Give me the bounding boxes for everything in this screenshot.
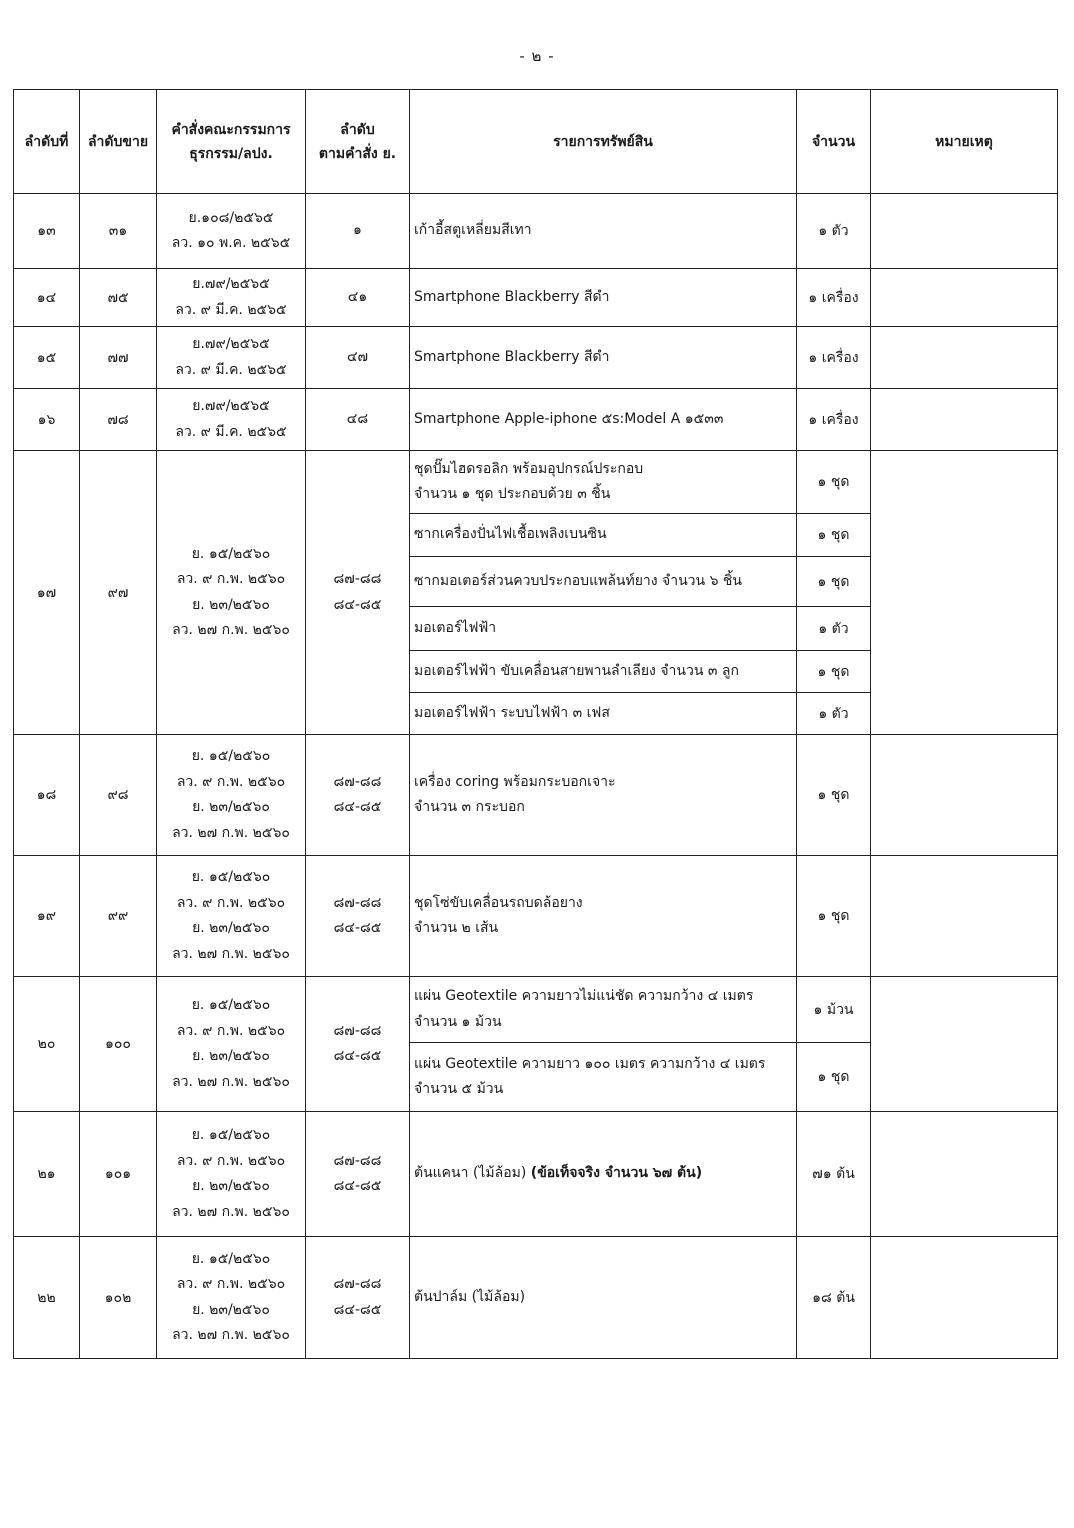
cell-remark <box>871 389 1058 451</box>
cell-item <box>410 651 797 693</box>
cell-seq: ๑๗ <box>14 451 80 735</box>
order-line: ลว. ๙ ก.พ. ๒๕๖๐ <box>176 773 286 790</box>
order-seq-line: ๘๔-๘๕ <box>333 799 382 815</box>
cell-item <box>410 514 797 557</box>
order-line: ลว. ๒๗ ก.พ. ๒๕๖๐ <box>172 1073 290 1090</box>
header-remark: หมายเหตุ <box>871 90 1058 194</box>
cell-item <box>410 607 797 651</box>
order-seq-line: ๘๔-๘๕ <box>333 1178 382 1194</box>
cell-order-seq <box>306 735 410 856</box>
cell-item <box>410 735 797 856</box>
table-row <box>14 735 1058 856</box>
cell-item <box>410 977 797 1043</box>
item-line: Smartphone Blackberry สีดำ <box>414 348 610 365</box>
order-line: ลว. ๒๗ ก.พ. ๒๕๖๐ <box>172 824 290 841</box>
cell-order <box>157 977 306 1112</box>
cell-item <box>410 1043 797 1112</box>
order-line: ลว. ๒๗ ก.พ. ๒๕๖๐ <box>172 1327 290 1343</box>
cell-item <box>410 1237 797 1359</box>
header-order-line: ธุรกรรม/ลปง. <box>189 145 273 162</box>
cell-qty: ๗๑ ต้น <box>797 1112 871 1237</box>
item-line: จำนวน ๑ ชุด ประกอบด้วย ๓ ชิ้น <box>414 486 611 502</box>
item-line: แผ่น Geotextile ความยาวไม่แน่ชัด ความกว้าง ๔ เมตร <box>414 988 754 1004</box>
order-line: ย.๗๙/๒๕๖๕ <box>192 398 270 414</box>
order-line: ย.๗๙/๒๕๖๕ <box>192 336 270 352</box>
cell-seq: ๒๐ <box>14 977 80 1112</box>
header-order-seq <box>306 90 410 194</box>
cell-qty: ๑ ตัว <box>797 607 871 651</box>
cell-sale-seq: ๓๑ <box>80 194 157 269</box>
order-line: ลว. ๙ ก.พ. ๒๕๖๐ <box>176 1152 286 1169</box>
cell-order-seq <box>306 451 410 735</box>
table-row <box>14 194 1058 269</box>
order-seq-line: ๔๘ <box>346 410 369 427</box>
cell-order <box>157 194 306 269</box>
table-row <box>14 451 1058 514</box>
cell-qty: ๑ ชุด <box>797 651 871 693</box>
asset-table <box>13 89 1058 1359</box>
order-line: ย. ๒๓/๒๕๖๐ <box>192 1301 270 1318</box>
cell-item <box>410 451 797 514</box>
order-seq-line: ๔๗ <box>346 348 369 365</box>
cell-item <box>410 856 797 977</box>
header-item: รายการทรัพย์สิน <box>410 90 797 194</box>
order-seq-line: ๘๗-๘๘ <box>333 894 382 911</box>
order-seq-line: ๘๔-๘๕ <box>333 596 382 613</box>
item-note: (ข้อเท็จจริง จำนวน ๖๗ ต้น) <box>530 1165 703 1182</box>
order-seq-line: ๘๔-๘๕ <box>333 920 382 936</box>
item-line: ชุดโซ่ขับเคลื่อนรถบดล้อยาง <box>414 894 583 911</box>
item-line: Smartphone Blackberry สีดำ <box>414 288 610 305</box>
cell-remark <box>871 1237 1058 1359</box>
table-body <box>14 194 1058 1359</box>
order-line: ลว. ๙ มี.ค. ๒๕๖๕ <box>175 301 287 318</box>
cell-order-seq <box>306 389 410 451</box>
cell-sale-seq: ๑๐๒ <box>80 1237 157 1359</box>
order-line: ย. ๑๕/๒๕๖๐ <box>191 869 271 885</box>
cell-item <box>410 389 797 451</box>
order-seq-line: ๘๗-๘๘ <box>333 1276 382 1292</box>
cell-qty: ๑ ชุด <box>797 735 871 856</box>
order-line: ย. ๑๕/๒๕๖๐ <box>191 1127 271 1143</box>
cell-item <box>410 269 797 327</box>
cell-qty: ๑ เครื่อง <box>797 327 871 389</box>
cell-qty: ๑ ชุด <box>797 451 871 514</box>
cell-sale-seq: ๗๕ <box>80 269 157 327</box>
table-row <box>14 977 1058 1043</box>
order-line: ลว. ๙ ก.พ. ๒๕๖๐ <box>176 1022 286 1039</box>
cell-remark <box>871 1112 1058 1237</box>
cell-sale-seq: ๗๗ <box>80 327 157 389</box>
cell-remark <box>871 977 1058 1112</box>
item-line: จำนวน ๓ กระบอก <box>414 799 525 815</box>
item-line: เครื่อง coring พร้อมกระบอกเจาะ <box>414 773 616 790</box>
item-line: มอเตอร์ไฟฟ้า ระบบไฟฟ้า ๓ เฟส <box>414 704 610 721</box>
header-seq: ลำดับที่ <box>14 90 80 194</box>
cell-sale-seq: ๙๘ <box>80 735 157 856</box>
item-line: จำนวน ๕ ม้วน <box>414 1081 504 1097</box>
cell-item <box>410 194 797 269</box>
item-line: แผ่น Geotextile ความยาว ๑๐๐ เมตร ความกว้าง ๔ เมตร <box>414 1055 766 1072</box>
order-line: ลว. ๙ ก.พ. ๒๕๖๐ <box>176 571 286 587</box>
cell-qty: ๑๘ ต้น <box>797 1237 871 1359</box>
cell-remark <box>871 269 1058 327</box>
cell-qty: ๑ ตัว <box>797 693 871 735</box>
cell-order <box>157 1112 306 1237</box>
cell-qty: ๑ ชุด <box>797 856 871 977</box>
cell-qty: ๑ ชุด <box>797 557 871 607</box>
cell-seq: ๑๘ <box>14 735 80 856</box>
order-line: ลว. ๒๗ ก.พ. ๒๕๖๐ <box>172 1203 290 1220</box>
header-order <box>157 90 306 194</box>
cell-order <box>157 269 306 327</box>
cell-item <box>410 327 797 389</box>
cell-order-seq <box>306 327 410 389</box>
order-line: ย. ๒๓/๒๕๖๐ <box>192 1178 270 1194</box>
table-row <box>14 1112 1058 1237</box>
cell-seq: ๑๔ <box>14 269 80 327</box>
order-line: ย.๗๙/๒๕๖๕ <box>192 276 270 292</box>
cell-remark <box>871 194 1058 269</box>
cell-order-seq <box>306 1237 410 1359</box>
order-seq-line: ๘๔-๘๕ <box>333 1048 382 1064</box>
order-line: ย. ๑๕/๒๕๖๐ <box>191 997 271 1013</box>
cell-remark <box>871 735 1058 856</box>
cell-seq: ๑๙ <box>14 856 80 977</box>
cell-seq: ๑๖ <box>14 389 80 451</box>
item-line: ชุดปั๊มไฮดรอลิก พร้อมอุปกรณ์ประกอบ <box>414 460 644 477</box>
cell-sale-seq: ๙๙ <box>80 856 157 977</box>
item-line: Smartphone Apple-iphone ๕s:Model A ๑๕๓๓ <box>414 410 724 427</box>
cell-item <box>410 557 797 607</box>
table-row <box>14 269 1058 327</box>
header-order-seq-line: ตามคำสั่ง ย. <box>318 145 397 162</box>
cell-order-seq <box>306 977 410 1112</box>
order-line: ย. ๒๓/๒๕๖๐ <box>192 1048 270 1064</box>
cell-sale-seq: ๑๐๑ <box>80 1112 157 1237</box>
order-seq-line: ๘๗-๘๘ <box>333 773 382 790</box>
cell-order-seq <box>306 194 410 269</box>
header-order-seq-line: ลำดับ <box>340 121 375 138</box>
order-line: ลว. ๙ มี.ค. ๒๕๖๕ <box>175 423 287 440</box>
cell-qty: ๑ ชุด <box>797 1043 871 1112</box>
cell-remark <box>871 856 1058 977</box>
header-row <box>14 90 1058 194</box>
item-text: ต้นแคนา (ไม้ล้อม) <box>414 1165 527 1182</box>
cell-order <box>157 389 306 451</box>
cell-order-seq <box>306 1112 410 1237</box>
cell-order-seq <box>306 856 410 977</box>
cell-order <box>157 735 306 856</box>
cell-seq: ๒๑ <box>14 1112 80 1237</box>
cell-seq: ๒๒ <box>14 1237 80 1359</box>
cell-qty: ๑ ม้วน <box>797 977 871 1043</box>
order-seq-line: ๘๗-๘๘ <box>333 571 382 587</box>
cell-remark <box>871 451 1058 735</box>
order-line: ย. ๒๓/๒๕๖๐ <box>192 596 270 613</box>
cell-item <box>410 1112 797 1237</box>
table-row <box>14 1237 1058 1359</box>
cell-seq: ๑๓ <box>14 194 80 269</box>
cell-qty: ๑ ชุด <box>797 514 871 557</box>
order-line: ลว. ๒๗ ก.พ. ๒๕๖๐ <box>172 945 290 962</box>
cell-sale-seq: ๗๘ <box>80 389 157 451</box>
item-line: เก้าอี้สตูเหลี่ยมสีเทา <box>414 222 532 239</box>
order-line: ย. ๑๕/๒๕๖๐ <box>191 748 271 764</box>
order-seq-line: ๘๗-๘๘ <box>333 1022 382 1039</box>
order-line: ย. ๒๓/๒๕๖๐ <box>192 920 270 936</box>
cell-qty: ๑ เครื่อง <box>797 389 871 451</box>
order-line: ลว. ๙ ก.พ. ๒๕๖๐ <box>176 894 286 911</box>
order-seq-line: ๘๔-๘๕ <box>333 1301 382 1318</box>
cell-order <box>157 856 306 977</box>
cell-sale-seq: ๑๐๐ <box>80 977 157 1112</box>
cell-order <box>157 327 306 389</box>
order-line: ลว. ๒๗ ก.พ. ๒๕๖๐ <box>172 622 290 638</box>
order-line: ย.๑๐๘/๒๕๖๕ <box>188 209 274 226</box>
order-line: ลว. ๑๐ พ.ค. ๒๕๖๕ <box>171 235 291 251</box>
cell-remark <box>871 327 1058 389</box>
header-sale-seq: ลำดับขาย <box>80 90 157 194</box>
item-line: มอเตอร์ไฟฟ้า ขับเคลื่อนสายพานลำเลียง จำนวน ๓ ลูก <box>414 662 739 679</box>
order-seq-line: ๑ <box>353 222 362 239</box>
item-line: จำนวน ๒ เส้น <box>414 920 499 936</box>
cell-qty: ๑ เครื่อง <box>797 269 871 327</box>
page-number: - ๒ - <box>519 47 555 65</box>
cell-order <box>157 451 306 735</box>
order-line: ย. ๒๓/๒๕๖๐ <box>192 799 270 815</box>
cell-qty: ๑ ตัว <box>797 194 871 269</box>
order-line: ลว. ๙ ก.พ. ๒๕๖๐ <box>176 1276 286 1292</box>
header-order-line: คำสั่งคณะกรรมการ <box>171 121 291 138</box>
order-seq-line: ๘๗-๘๘ <box>333 1152 382 1169</box>
order-line: ย. ๑๕/๒๕๖๐ <box>191 545 271 562</box>
cell-sale-seq: ๙๗ <box>80 451 157 735</box>
item-line: จำนวน ๑ ม้วน <box>414 1013 502 1030</box>
table-row <box>14 389 1058 451</box>
cell-item <box>410 693 797 735</box>
item-line: ต้นปาล์ม (ไม้ล้อม) <box>414 1288 526 1305</box>
item-line: ซากเครื่องปั่นไฟเชื้อเพลิงเบนซิน <box>414 526 607 543</box>
cell-order <box>157 1237 306 1359</box>
order-line: ลว. ๙ มี.ค. ๒๕๖๕ <box>175 361 287 378</box>
table-row <box>14 327 1058 389</box>
table-row <box>14 856 1058 977</box>
item-line <box>414 1161 792 1187</box>
item-line: ซากมอเตอร์ส่วนควบประกอบแพล้นท์ยาง จำนวน ๖ ชิ้น <box>414 572 742 589</box>
header-qty: จำนวน <box>797 90 871 194</box>
cell-order-seq <box>306 269 410 327</box>
cell-seq: ๑๕ <box>14 327 80 389</box>
order-seq-line: ๔๑ <box>347 288 368 305</box>
item-line: มอเตอร์ไฟฟ้า <box>414 619 497 636</box>
order-line: ย. ๑๕/๒๕๖๐ <box>191 1250 271 1267</box>
